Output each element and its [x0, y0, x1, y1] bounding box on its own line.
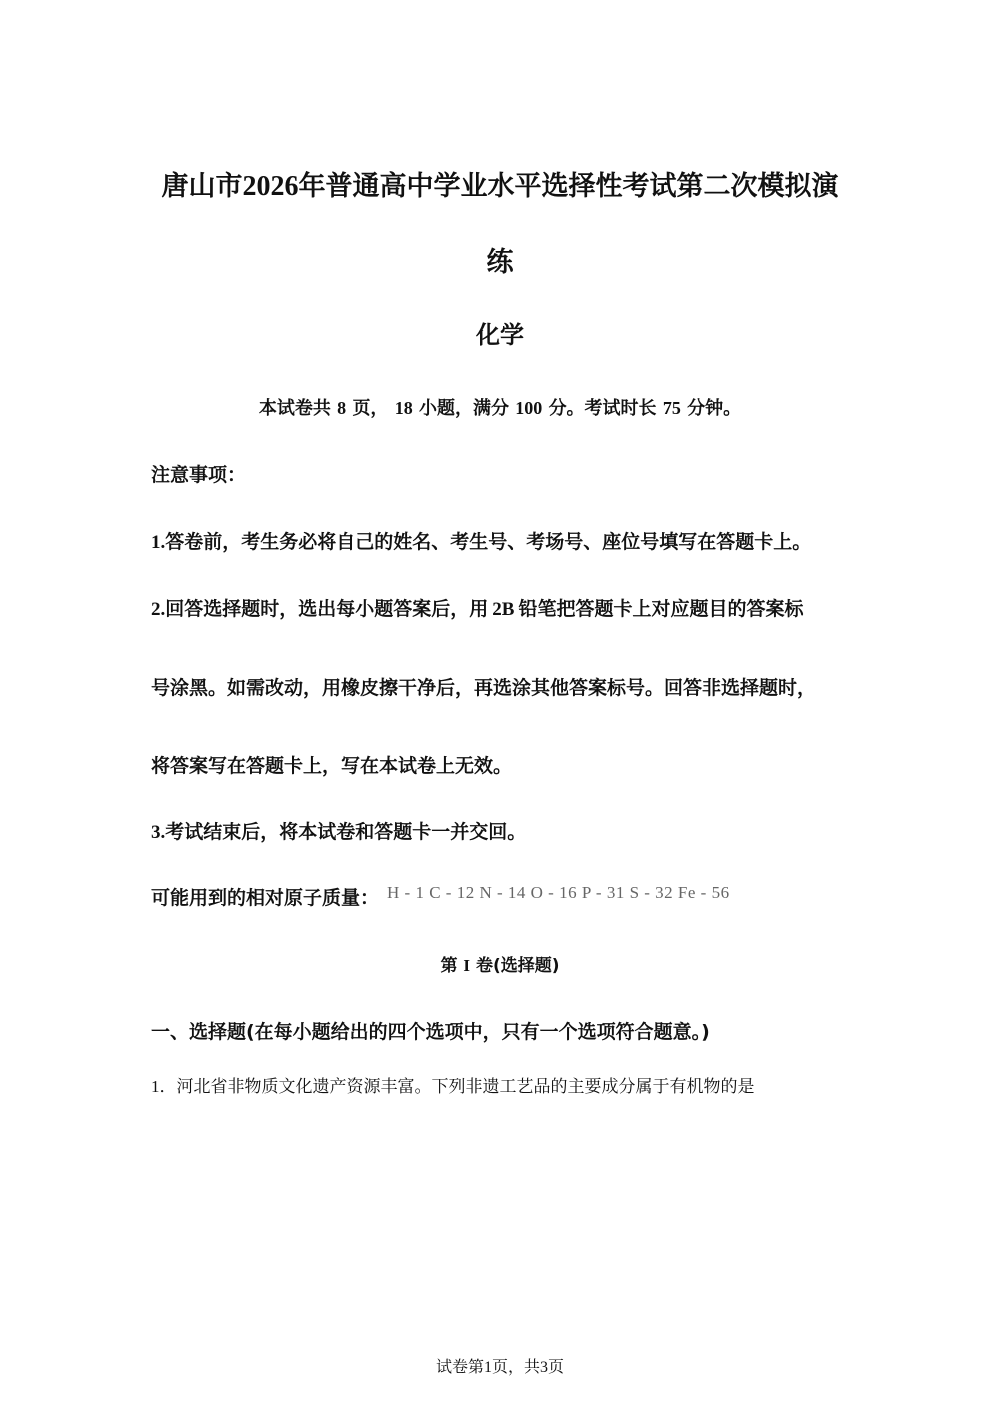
note-2-line-1 — [151, 597, 803, 622]
footer-text-3: 页 — [548, 1357, 565, 1376]
exam-info — [0, 397, 1000, 420]
footer-total-pages: 3 — [540, 1359, 548, 1376]
exam-info-pages: 8 — [337, 398, 347, 418]
note-2-text-a: 回答选择题时，选出每小题答案后，用 — [165, 598, 489, 620]
subject-title: 化学 — [476, 321, 524, 349]
exam-info-score: 100 — [515, 398, 543, 418]
exam-info-text-5: 分钟。 — [687, 398, 742, 419]
note-1 — [151, 530, 811, 555]
atomic-mass-line — [151, 883, 730, 911]
question-1-number: 1． — [151, 1077, 177, 1096]
exam-info-minutes: 75 — [662, 398, 681, 418]
question-1-text: 河北省非物质文化遗产资源丰富。下列非遗工艺品的主要成分属于有机物的是 — [176, 1077, 755, 1097]
exam-info-text-2: 页， — [352, 398, 389, 419]
title-year: 2026 — [242, 171, 299, 202]
exam-info-questions: 18 — [394, 398, 413, 418]
atomic-mass-label: 可能用到的相对原子质量： — [151, 887, 380, 909]
note-3 — [151, 820, 526, 845]
notes-heading: 注意事项： — [151, 464, 247, 486]
title-text-a: 唐山市 — [161, 171, 243, 202]
note-2-pencil: 2B — [492, 599, 515, 620]
footer-text-1: 试卷第 — [435, 1357, 484, 1376]
footer-page-number: 1 — [483, 1359, 492, 1376]
volume-heading — [0, 955, 1000, 977]
atomic-mass-values: H - 1 C - 12 N - 14 O - 16 P - 31 S - 32 Fe - 56 — [387, 883, 730, 902]
exam-title-line-2 — [0, 246, 1000, 280]
exam-info-text-3: 小题，满分 — [419, 398, 509, 419]
exam-info-text-4: 分。考试时长 — [548, 398, 657, 419]
note-3-number: 3. — [151, 822, 166, 843]
note-3-text: 考试结束后，将本试卷和答题卡一并交回。 — [165, 821, 527, 843]
note-2-text-b: 铅笔把答题卡上对应题目的答案标 — [518, 598, 804, 620]
volume-text-b: 卷(选择题) — [475, 956, 560, 976]
note-2-line-2: 号涂黑。如需改动，用橡皮擦干净后，再选涂其他答案标号。回答非选择题时， — [151, 677, 817, 699]
volume-text-a: 第 — [440, 956, 458, 976]
note-1-number: 1. — [151, 532, 166, 553]
title-text-c: 练 — [486, 247, 514, 278]
exam-title-line-1 — [0, 170, 1000, 204]
part-heading: 一、选择题(在每小题给出的四个选项中，只有一个选项符合题意。) — [151, 1021, 710, 1043]
note-2-line-3: 将答案写在答题卡上，写在本试卷上无效。 — [151, 755, 513, 777]
title-text-b: 年普通高中学业水平选择性考试第二次模拟演 — [298, 171, 839, 202]
footer-text-2: 页，共 — [491, 1357, 540, 1376]
note-2-number: 2. — [151, 599, 166, 620]
exam-info-text-1: 本试卷共 — [258, 398, 331, 419]
question-1 — [151, 1076, 755, 1098]
volume-roman: I — [463, 956, 471, 975]
page-footer — [0, 1357, 1000, 1378]
note-1-text: 答卷前，考生务必将自己的姓名、考生号、考场号、座位号填写在答题卡上。 — [165, 531, 812, 553]
